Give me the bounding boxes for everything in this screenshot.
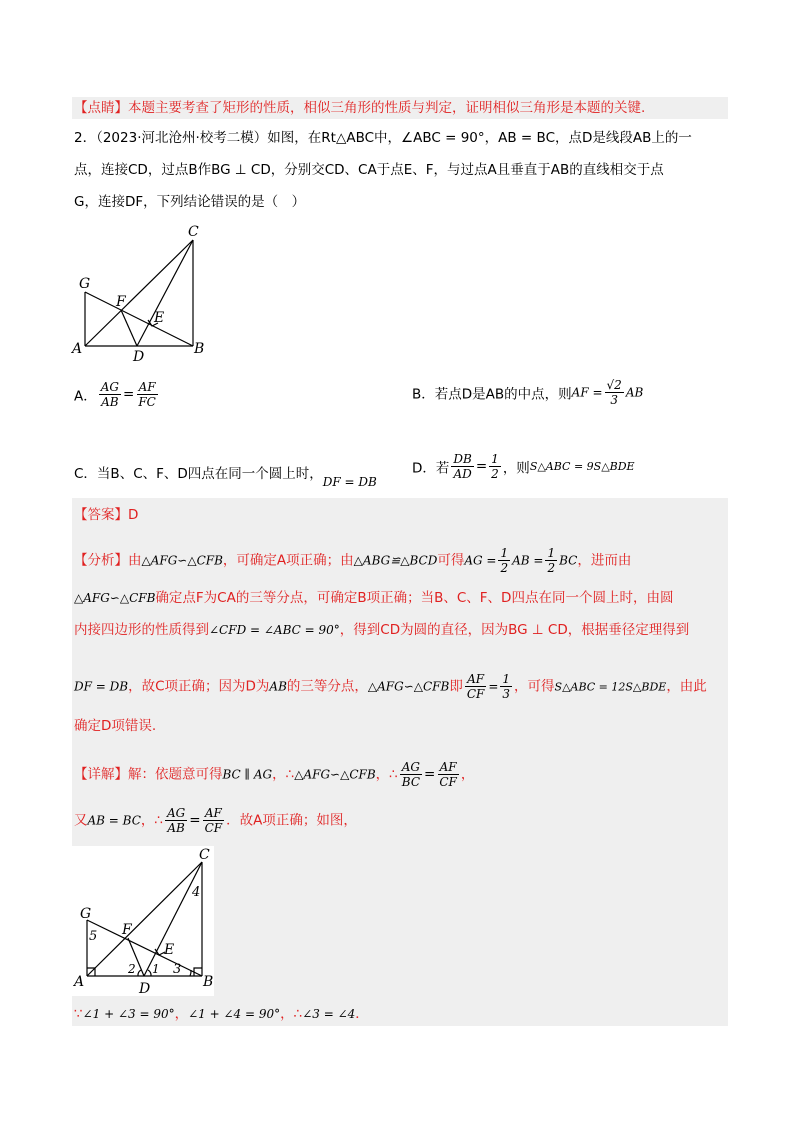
- analysis-line-3: [74, 620, 689, 640]
- option-d-den2: 2: [491, 467, 499, 481]
- fig2-arc-1: [148, 970, 151, 976]
- question-line-1: [74, 128, 692, 148]
- analysis-l4m: S△ABC = 12S△BDE: [554, 680, 667, 694]
- fig2-segment-gb: [87, 920, 202, 976]
- label-G: G: [79, 276, 91, 292]
- option-a: [74, 380, 160, 409]
- analysis-l4i: =: [488, 679, 499, 694]
- segment-gb: [85, 292, 193, 346]
- option-a-den1: AB: [101, 395, 119, 409]
- detail-l1d: △AFG∽△CFB: [294, 767, 376, 782]
- analysis-line-5: 确定D项错误.: [74, 718, 157, 734]
- fig2-segment-ac: [87, 862, 202, 976]
- detail-l1g: BC: [401, 775, 421, 789]
- analysis-l4a: DF = DB: [74, 679, 129, 694]
- option-d-formula: S△ABC = 9S△BDE: [529, 460, 635, 473]
- answer-value: D: [128, 507, 139, 523]
- analysis-l4b: ，故C项正确；因为D为: [128, 678, 270, 695]
- detail-last-e: ，∴: [280, 1006, 303, 1022]
- fig2-label-1: 1: [152, 962, 160, 976]
- option-d: [412, 452, 635, 481]
- analysis-l1g: 1: [500, 546, 509, 560]
- analysis-l4g: AF: [467, 672, 485, 686]
- analysis-l1j: BC: [559, 553, 578, 568]
- label-E: E: [154, 310, 165, 326]
- option-b-den: 3: [610, 393, 618, 407]
- detail-l2b: AB = BC: [87, 813, 141, 828]
- detail-l1f: AG: [401, 760, 421, 774]
- question-number: 2．: [74, 130, 97, 146]
- label-F: F: [116, 294, 126, 310]
- detail-l1k: ，: [460, 766, 475, 783]
- detail-l2a: 又: [74, 812, 88, 829]
- option-c-text: C．当B、C、F、D四点在同一个圆上时，: [74, 466, 323, 482]
- analysis-l4d: 的三等分点，: [286, 678, 368, 695]
- question-text-1: 如图，在Rt△ABC中，∠ABC = 90°，AB = BC，点D是线段AB上的一: [267, 130, 692, 146]
- analysis-line-4: [74, 672, 707, 701]
- analysis-l1a: 由: [128, 552, 142, 569]
- detail-last-c: ，: [174, 1006, 189, 1022]
- dianjing-line: [74, 98, 645, 118]
- fig2-label-A: A: [74, 974, 85, 990]
- label-D: D: [133, 349, 145, 365]
- analysis-l1f: AG =: [464, 553, 497, 568]
- analysis-l1b: △AFG∽△CFB: [141, 553, 223, 568]
- detail-last-a: ∵: [74, 1006, 83, 1022]
- geometry-figure-1: [70, 222, 210, 367]
- detail-last-g: ．: [355, 1006, 369, 1022]
- analysis-l4h: CF: [466, 687, 485, 701]
- dianjing-tag: 【点睛】: [74, 100, 128, 116]
- analysis-line-1: [74, 546, 631, 575]
- fig2-label-B: B: [203, 974, 214, 990]
- fig2-label-5: 5: [89, 929, 98, 944]
- detail-last-line: [74, 1004, 369, 1024]
- detail-last-b: ∠1 + ∠3 = 90°: [82, 1007, 175, 1021]
- detail-l1j: CF: [439, 775, 457, 789]
- option-a-prefix: A．: [74, 388, 97, 405]
- option-a-num2: AF: [138, 380, 156, 394]
- label-A: A: [72, 341, 83, 357]
- option-b-rhs: AB: [625, 385, 644, 400]
- analysis-l4f: 即: [449, 678, 463, 695]
- option-d-num1: DB: [453, 452, 472, 466]
- detail-l1b: BC ∥ AG: [222, 767, 273, 782]
- question-line-2: 点，连接CD，过点B作BG ⊥ CD，分别交CD、CA于点E、F，与过点A且垂直于AB的直线相交于点: [74, 162, 664, 178]
- analysis-l3b: ∠CFD = ∠ABC = 90°: [209, 623, 340, 637]
- detail-line-1: [74, 760, 474, 789]
- analysis-l1i: AB =: [512, 553, 544, 568]
- fig2-label-D: D: [139, 981, 151, 997]
- option-d-then: ，则: [502, 460, 530, 477]
- detail-l2i: ．故A项正确；如图，: [226, 812, 357, 829]
- fig2-label-2: 2: [128, 962, 136, 976]
- fig2-label-F: F: [122, 922, 132, 938]
- option-a-num1: AG: [100, 380, 120, 394]
- analysis-l2b: 确定点F为CA的三等分点，可确定B项正确；当B、C、F、D四点在同一个圆上时，由圆: [155, 590, 674, 606]
- geometry-figure-2: [72, 846, 214, 998]
- detail-last-d: ∠1 + ∠4 = 90°: [188, 1007, 281, 1021]
- detail-line-2: [74, 806, 357, 835]
- dianjing-text: 本题主要考查了矩形的性质，相似三角形的性质与判定，证明相似三角形是本题的关键.: [128, 100, 646, 116]
- option-c: [74, 462, 377, 489]
- fig2-label-C: C: [199, 847, 210, 863]
- option-b-text: B．若点D是AB的中点，则: [412, 386, 572, 403]
- detail-l2c: ，∴: [140, 812, 163, 829]
- analysis-l1k: ，进而由: [577, 552, 632, 569]
- answer-tag: 【答案】: [74, 507, 128, 523]
- fig2-label-4: 4: [192, 885, 201, 900]
- detail-l1a: 解：依题意可得: [128, 766, 223, 783]
- answer-line: [74, 505, 138, 525]
- analysis-l4l: ，可得: [514, 678, 555, 695]
- detail-last-f: ∠3 = ∠4: [302, 1007, 356, 1021]
- option-a-den2: FC: [138, 395, 156, 409]
- analysis-l1c: ，可确定A项正确；由: [222, 552, 354, 569]
- analysis-l3c: ，得到CD为圆的直径，因为BG ⊥ CD，根据垂径定理得到: [339, 622, 690, 638]
- detail-l1h: =: [424, 766, 436, 783]
- option-d-eq: =: [475, 458, 488, 475]
- analysis-l1h: 2: [500, 561, 509, 575]
- detail-l2g: AF: [204, 806, 222, 820]
- detail-l2f: =: [189, 812, 201, 829]
- segment-ac: [85, 240, 193, 346]
- detail-l1c: ，∴: [272, 766, 295, 783]
- option-c-formula: DF = DB: [322, 475, 377, 489]
- analysis-l1d: △ABG≌△BCD: [353, 553, 438, 568]
- option-d-text: D．若: [412, 460, 450, 477]
- option-b: [412, 378, 643, 407]
- question-line-3: G，连接DF，下列结论错误的是（ ）: [74, 194, 306, 210]
- analysis-l4e: △AFG∽△CFB: [367, 679, 450, 694]
- analysis-l4k: 3: [502, 687, 511, 701]
- segment-df: [121, 310, 137, 346]
- analysis-l1e: 可得: [437, 552, 465, 569]
- analysis-tag: 【分析】: [74, 552, 128, 569]
- analysis-l1g-2: 1: [547, 546, 556, 560]
- analysis-l4c: AB: [269, 679, 287, 694]
- fig2-label-3: 3: [173, 962, 182, 977]
- detail-l2e: AB: [167, 821, 185, 835]
- fig2-label-E: E: [164, 942, 175, 958]
- detail-l1i: AF: [439, 760, 457, 774]
- analysis-l2a: △AFG∽△CFB: [74, 591, 156, 605]
- detail-l2d: AG: [166, 806, 186, 820]
- detail-l2h: CF: [204, 821, 223, 835]
- question-source: （2023·河北沧州·校考二模）: [96, 130, 268, 146]
- fig2-arc-2: [138, 970, 141, 976]
- option-a-eq: =: [123, 386, 135, 403]
- segment-dc: [137, 240, 193, 346]
- option-d-num2: 1: [491, 452, 499, 466]
- option-b-lhs: AF =: [571, 385, 603, 400]
- label-B: B: [194, 341, 205, 357]
- detail-l1e: ，∴: [375, 766, 398, 783]
- option-b-num: √2: [606, 378, 622, 392]
- fig2-segment-dc: [144, 862, 202, 976]
- label-C: C: [188, 224, 199, 240]
- detail-tag: 【详解】: [74, 766, 128, 783]
- fig2-label-G: G: [80, 906, 92, 922]
- analysis-l3a: 内接四边形的性质得到: [74, 622, 209, 638]
- analysis-l1h-2: 2: [547, 561, 556, 575]
- option-d-den1: AD: [453, 467, 472, 481]
- analysis-l4n: ，由此: [666, 678, 707, 695]
- analysis-line-2: [74, 588, 673, 608]
- analysis-l4j: 1: [502, 672, 511, 686]
